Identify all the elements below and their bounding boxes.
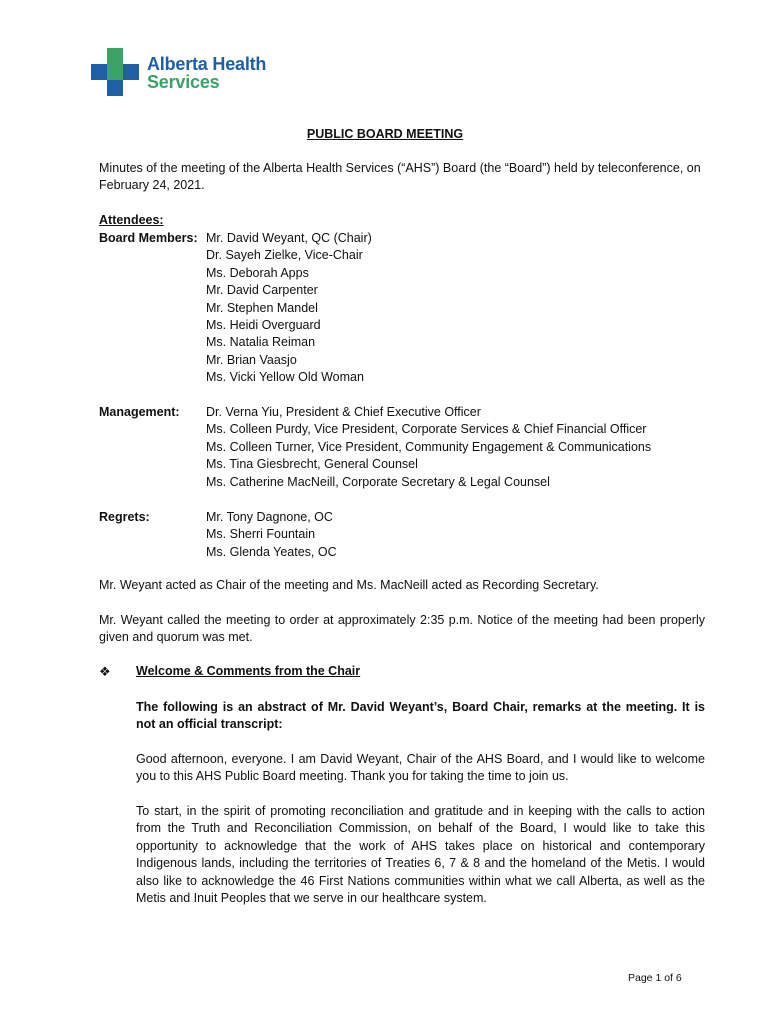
management-label: Management: (99, 405, 180, 419)
list-item: Ms. Glenda Yeates, OC (206, 544, 337, 559)
list-item: Mr. Tony Dagnone, OC (206, 510, 333, 524)
section-heading: Welcome & Comments from the Chair (136, 664, 361, 678)
board-members-label: Board Members: (99, 231, 198, 245)
list-item: Ms. Heidi Overguard (206, 318, 321, 333)
list-item: Mr. David Weyant, QC (Chair) (206, 231, 372, 245)
call-to-order-paragraph: Mr. Weyant called the meeting to order at approximately 2:35 p.m. Notice of the meeting had been properly given and quorum was met. (99, 613, 705, 645)
list-item: Dr. Sayeh Zielke, Vice-Chair (206, 248, 363, 263)
logo-wordmark (147, 55, 266, 91)
list-item: Dr. Verna Yiu, President & Chief Executive Officer (206, 405, 481, 419)
list-item: Ms. Tina Giesbrecht, General Counsel (206, 457, 418, 472)
list-item: Ms. Catherine MacNeill, Corporate Secretary & Legal Counsel (206, 474, 550, 489)
welcome-paragraph: Good afternoon, everyone. I am David Weyant, Chair of the AHS Board, and I would like to welcome you to this AHS Public Board meeting. Thank you for taking the time to join us. (136, 752, 705, 784)
ahs-logo (91, 48, 266, 98)
list-item: Ms. Natalia Reiman (206, 335, 316, 350)
list-item: Mr. David Carpenter (206, 283, 318, 298)
abstract-note: The following is an abstract of Mr. David Weyant’s, Board Chair, remarks at the meeting. It is not an official transcript: (136, 700, 705, 732)
list-item: Mr. Brian Vaasjo (206, 352, 297, 367)
intro-paragraph: Minutes of the meeting of the Alberta Health Services (“AHS”) Board (the “Board”) held by teleconference, on February 24, 2021. (99, 161, 701, 193)
land-acknowledgement-paragraph: To start, in the spirit of promoting reconciliation and gratitude and in keeping with the calls to action from the Truth and Reconciliation Commission, on behalf of the Board, I would like to take this opportunity to acknowledge that the work of AHS takes place on historical and contemporary Indigenous lands, including the territories of Treaties 6, 7 & 8 and the homeland of the Metis. I would also like to acknowledge the 46 First Nations communities within what we call Alberta, as well as the Metis and Inuit Peoples that we serve in our healthcare system. (136, 804, 705, 906)
board-members-list (206, 230, 372, 387)
logo-line-1: Alberta Health (147, 54, 267, 74)
diamond-bullet-icon: ❖ (99, 664, 111, 679)
chair-note-paragraph: Mr. Weyant acted as Chair of the meeting and Ms. MacNeill acted as Recording Secretary. (99, 578, 599, 592)
list-item: Ms. Sherri Fountain (206, 527, 316, 542)
list-item: Ms. Vicki Yellow Old Woman (206, 370, 364, 385)
management-list (206, 404, 651, 491)
list-item: Ms. Colleen Purdy, Vice President, Corporate Services & Chief Financial Officer (206, 422, 647, 437)
document-title: PUBLIC BOARD MEETING (306, 127, 464, 141)
list-item: Mr. Stephen Mandel (206, 300, 318, 315)
logo-line-2: Services (147, 72, 220, 92)
regrets-label: Regrets: (99, 510, 150, 524)
page-number: Page 1 of 6 (628, 972, 682, 984)
list-item: Ms. Colleen Turner, Vice President, Community Engagement & Communications (206, 439, 652, 454)
attendees-heading: Attendees: (99, 213, 164, 227)
ahs-logo-mark-icon (91, 48, 141, 98)
list-item: Ms. Deborah Apps (206, 265, 309, 280)
regrets-list (206, 509, 337, 561)
